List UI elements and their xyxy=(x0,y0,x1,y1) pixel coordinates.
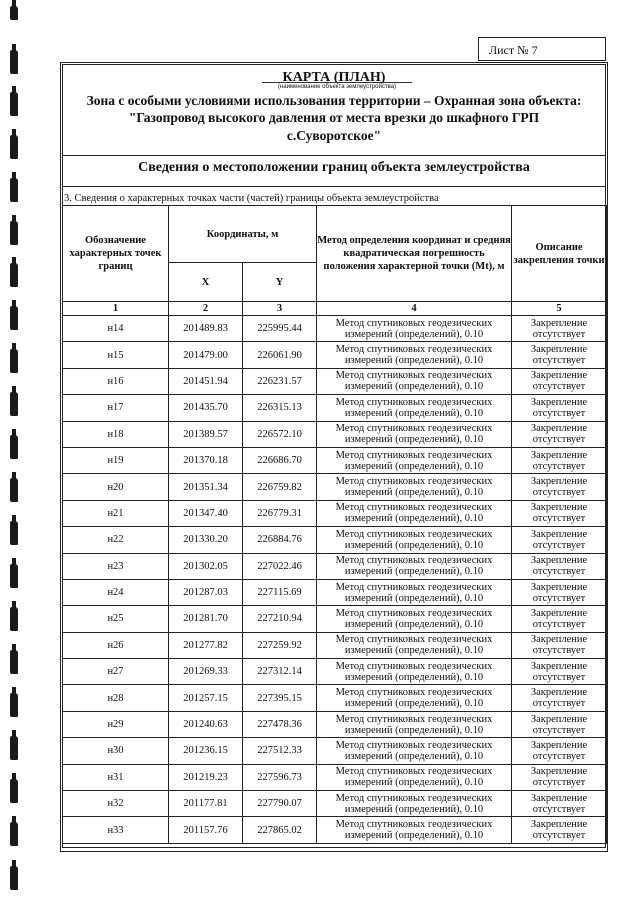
binding-holes xyxy=(8,0,22,905)
description-cell: Закрепление отсутствует xyxy=(512,791,607,817)
table-row xyxy=(63,553,607,579)
description-cell: Закрепление отсутствует xyxy=(512,553,607,579)
header-y: Y xyxy=(243,263,317,302)
y-cell: 226572.10 xyxy=(243,421,317,447)
x-cell: 201157.76 xyxy=(169,817,243,843)
col-number: 5 xyxy=(512,302,607,316)
zone-line-2: "Газопровод высокого давления от места врезки до шкафного ГРП xyxy=(128,110,540,125)
x-cell: 201389.57 xyxy=(169,421,243,447)
point-cell: н32 xyxy=(63,791,169,817)
table-row xyxy=(63,368,607,394)
table-row xyxy=(63,342,607,368)
y-cell: 227596.73 xyxy=(243,764,317,790)
x-cell: 201479.00 xyxy=(169,342,243,368)
method-cell: Метод спутниковых геодезических измерений (определений), 0.10 xyxy=(317,500,512,526)
y-cell: 226315.13 xyxy=(243,395,317,421)
description-cell: Закрепление отсутствует xyxy=(512,606,607,632)
binding-hole xyxy=(10,6,18,20)
method-cell: Метод спутниковых геодезических измерений (определений), 0.10 xyxy=(317,764,512,790)
method-cell: Метод спутниковых геодезических измерений (определений), 0.10 xyxy=(317,368,512,394)
table-row xyxy=(63,500,607,526)
binding-hole xyxy=(10,521,18,545)
binding-hole xyxy=(10,178,18,202)
section-subtitle: 3. Сведения о характерных точках части (частей) границы объекта землеустройства xyxy=(64,193,439,204)
x-cell: 201236.15 xyxy=(169,738,243,764)
table-row xyxy=(63,685,607,711)
table-row xyxy=(63,421,607,447)
method-cell: Метод спутниковых геодезических измерений (определений), 0.10 xyxy=(317,606,512,632)
x-cell: 201347.40 xyxy=(169,500,243,526)
point-cell: н20 xyxy=(63,474,169,500)
binding-hole xyxy=(10,736,18,760)
y-cell: 226231.57 xyxy=(243,368,317,394)
binding-hole xyxy=(10,693,18,717)
description-cell: Закрепление отсутствует xyxy=(512,500,607,526)
method-cell: Метод спутниковых геодезических измерений (определений), 0.10 xyxy=(317,685,512,711)
method-cell: Метод спутниковых геодезических измерений (определений), 0.10 xyxy=(317,316,512,342)
description-cell: Закрепление отсутствует xyxy=(512,659,607,685)
y-cell: 227790.07 xyxy=(243,791,317,817)
y-cell: 226884.76 xyxy=(243,527,317,553)
table-row xyxy=(63,791,607,817)
description-cell: Закрепление отсутствует xyxy=(512,711,607,737)
x-cell: 201489.83 xyxy=(169,316,243,342)
method-cell: Метод спутниковых геодезических измерений (определений), 0.10 xyxy=(317,711,512,737)
binding-hole xyxy=(10,392,18,416)
y-cell: 227395.15 xyxy=(243,685,317,711)
y-cell: 227865.02 xyxy=(243,817,317,843)
binding-hole xyxy=(10,650,18,674)
table-row xyxy=(63,606,607,632)
y-cell: 227312.14 xyxy=(243,659,317,685)
method-cell: Метод спутниковых геодезических измерений (определений), 0.10 xyxy=(317,659,512,685)
table-body xyxy=(63,316,607,844)
table-row xyxy=(63,711,607,737)
header-description: Описание закрепления точки xyxy=(512,206,607,302)
table-row xyxy=(63,395,607,421)
point-cell: н15 xyxy=(63,342,169,368)
description-cell: Закрепление отсутствует xyxy=(512,685,607,711)
x-cell: 201451.94 xyxy=(169,368,243,394)
point-cell: н14 xyxy=(63,316,169,342)
description-cell: Закрепление отсутствует xyxy=(512,447,607,473)
method-cell: Метод спутниковых геодезических измерений (определений), 0.10 xyxy=(317,817,512,843)
x-cell: 201219.23 xyxy=(169,764,243,790)
point-cell: н30 xyxy=(63,738,169,764)
binding-hole xyxy=(10,221,18,245)
binding-hole xyxy=(10,607,18,631)
description-cell: Закрепление отсутствует xyxy=(512,395,607,421)
binding-hole xyxy=(10,478,18,502)
description-cell: Закрепление отсутствует xyxy=(512,817,607,843)
x-cell: 201370.18 xyxy=(169,447,243,473)
divider xyxy=(62,186,606,187)
sheet-number: Лист № 7 xyxy=(478,37,606,61)
zone-line-3: с.Суворотское" xyxy=(286,128,382,143)
method-cell: Метод спутниковых геодезических измерений (определений), 0.10 xyxy=(317,738,512,764)
method-cell: Метод спутниковых геодезических измерений (определений), 0.10 xyxy=(317,395,512,421)
binding-hole xyxy=(10,779,18,803)
col-number: 1 xyxy=(63,302,169,316)
point-cell: н19 xyxy=(63,447,169,473)
binding-hole xyxy=(10,135,18,159)
table-row xyxy=(63,659,607,685)
table-row xyxy=(63,632,607,658)
col-number: 3 xyxy=(243,302,317,316)
binding-hole xyxy=(10,92,18,116)
x-cell: 201257.15 xyxy=(169,685,243,711)
x-cell: 201287.03 xyxy=(169,579,243,605)
binding-hole xyxy=(10,263,18,287)
y-cell: 226686.70 xyxy=(243,447,317,473)
method-cell: Метод спутниковых геодезических измерений (определений), 0.10 xyxy=(317,421,512,447)
x-cell: 201277.82 xyxy=(169,632,243,658)
description-cell: Закрепление отсутствует xyxy=(512,421,607,447)
table-row xyxy=(63,764,607,790)
col-number: 2 xyxy=(169,302,243,316)
table-row xyxy=(63,316,607,342)
point-cell: н25 xyxy=(63,606,169,632)
x-cell: 201330.20 xyxy=(169,527,243,553)
method-cell: Метод спутниковых геодезических измерений (определений), 0.10 xyxy=(317,553,512,579)
point-cell: н31 xyxy=(63,764,169,790)
table-row xyxy=(63,527,607,553)
col-number: 4 xyxy=(317,302,512,316)
point-cell: н23 xyxy=(63,553,169,579)
table-row xyxy=(63,817,607,843)
y-cell: 227022.46 xyxy=(243,553,317,579)
binding-hole xyxy=(10,349,18,373)
object-name-caption: (наименование объекта землеустройства) xyxy=(262,82,412,92)
y-cell: 226759.82 xyxy=(243,474,317,500)
description-cell: Закрепление отсутствует xyxy=(512,579,607,605)
binding-hole xyxy=(10,306,18,330)
description-cell: Закрепление отсутствует xyxy=(512,474,607,500)
x-cell: 201435.70 xyxy=(169,395,243,421)
header-point: Обозначение характерных точек границ xyxy=(63,206,169,302)
table-row xyxy=(63,738,607,764)
point-cell: н21 xyxy=(63,500,169,526)
binding-hole xyxy=(10,435,18,459)
coordinates-table xyxy=(62,205,607,844)
header-coords: Координаты, м xyxy=(169,206,317,263)
table-row xyxy=(63,474,607,500)
table-row xyxy=(63,579,607,605)
x-cell: 201351.34 xyxy=(169,474,243,500)
y-cell: 227115.69 xyxy=(243,579,317,605)
method-cell: Метод спутниковых геодезических измерений (определений), 0.10 xyxy=(317,527,512,553)
description-cell: Закрепление отсутствует xyxy=(512,342,607,368)
y-cell: 226061.90 xyxy=(243,342,317,368)
description-cell: Закрепление отсутствует xyxy=(512,316,607,342)
method-cell: Метод спутниковых геодезических измерений (определений), 0.10 xyxy=(317,791,512,817)
x-cell: 201281.70 xyxy=(169,606,243,632)
binding-hole xyxy=(10,50,18,74)
description-cell: Закрепление отсутствует xyxy=(512,527,607,553)
y-cell: 225995.44 xyxy=(243,316,317,342)
point-cell: н29 xyxy=(63,711,169,737)
description-cell: Закрепление отсутствует xyxy=(512,764,607,790)
method-cell: Метод спутниковых геодезических измерений (определений), 0.10 xyxy=(317,632,512,658)
point-cell: н16 xyxy=(63,368,169,394)
section-title: Сведения о местоположении границ объекта землеустройства xyxy=(138,160,530,175)
point-cell: н22 xyxy=(63,527,169,553)
point-cell: н17 xyxy=(63,395,169,421)
description-cell: Закрепление отсутствует xyxy=(512,368,607,394)
binding-hole xyxy=(10,564,18,588)
divider xyxy=(62,155,606,156)
binding-hole xyxy=(10,866,18,890)
x-cell: 201269.33 xyxy=(169,659,243,685)
x-cell: 201240.63 xyxy=(169,711,243,737)
description-cell: Закрепление отсутствует xyxy=(512,632,607,658)
point-cell: н18 xyxy=(63,421,169,447)
method-cell: Метод спутниковых геодезических измерений (определений), 0.10 xyxy=(317,579,512,605)
zone-line-1: Зона с особыми условиями использования территории – Охранная зона объекта: xyxy=(86,93,582,108)
method-cell: Метод спутниковых геодезических измерений (определений), 0.10 xyxy=(317,474,512,500)
y-cell: 227259.92 xyxy=(243,632,317,658)
point-cell: н33 xyxy=(63,817,169,843)
method-cell: Метод спутниковых геодезических измерений (определений), 0.10 xyxy=(317,342,512,368)
description-cell: Закрепление отсутствует xyxy=(512,738,607,764)
x-cell: 201302.05 xyxy=(169,553,243,579)
map-title: КАРТА (ПЛАН) xyxy=(282,70,386,85)
header-method: Метод определения координат и средняя квадратическая погрешность положения характерной точки (Mt), м xyxy=(317,206,512,302)
y-cell: 227512.33 xyxy=(243,738,317,764)
point-cell: н28 xyxy=(63,685,169,711)
table-row xyxy=(63,447,607,473)
point-cell: н24 xyxy=(63,579,169,605)
y-cell: 226779.31 xyxy=(243,500,317,526)
point-cell: н26 xyxy=(63,632,169,658)
x-cell: 201177.81 xyxy=(169,791,243,817)
binding-hole xyxy=(10,822,18,846)
header-x: X xyxy=(169,263,243,302)
y-cell: 227210.94 xyxy=(243,606,317,632)
point-cell: н27 xyxy=(63,659,169,685)
y-cell: 227478.36 xyxy=(243,711,317,737)
method-cell: Метод спутниковых геодезических измерений (определений), 0.10 xyxy=(317,447,512,473)
